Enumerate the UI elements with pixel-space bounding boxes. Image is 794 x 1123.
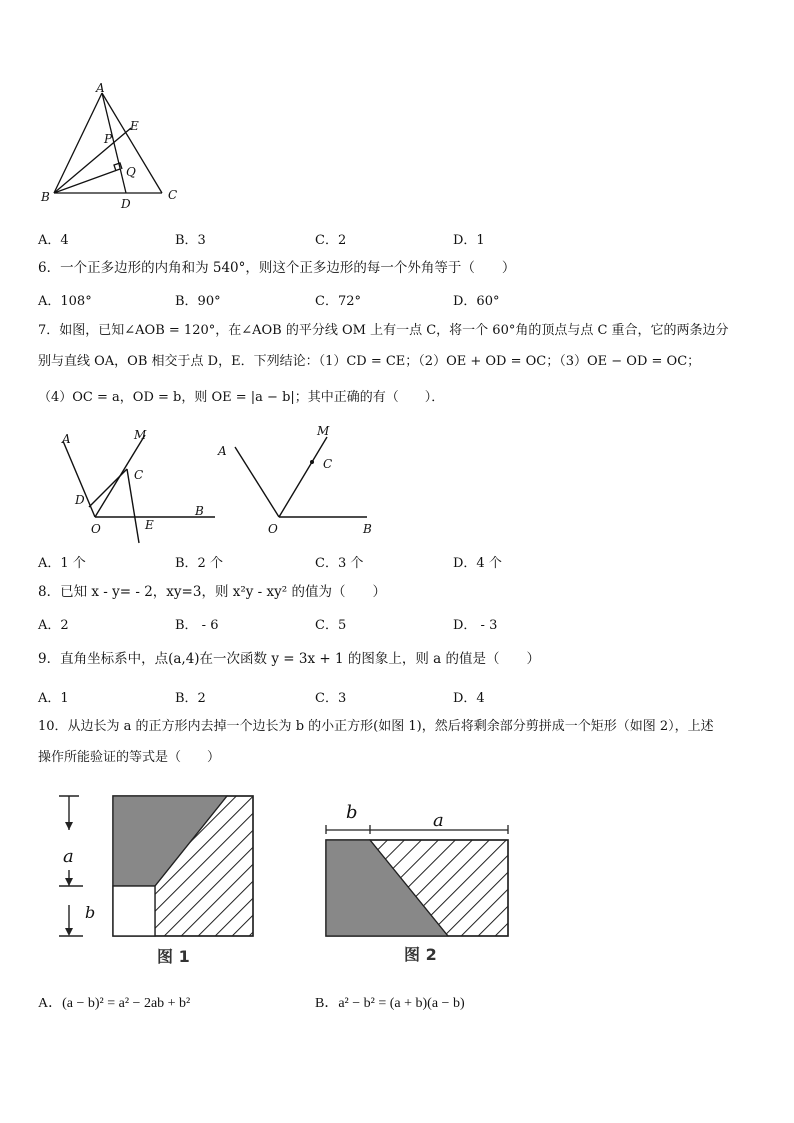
- point-c: [310, 460, 314, 464]
- label-A: A: [218, 444, 227, 458]
- label-O: O: [268, 522, 278, 536]
- label-C: C: [168, 188, 178, 202]
- label-M: M: [317, 424, 330, 438]
- q7-option-a[interactable]: A．1 个: [38, 556, 86, 571]
- q10-question-line1: 10．从边长为 a 的正方形内去掉一个边长为 b 的小正方形(如图 1)，然后将剩余部分剪拼成一个矩形（如图 2），上述: [38, 719, 714, 734]
- q7-option-c[interactable]: C．3 个: [315, 556, 364, 571]
- q8-option-a[interactable]: A．2: [38, 618, 69, 633]
- q8-option-b[interactable]: B． - 6: [175, 618, 219, 633]
- segment-cd: [89, 469, 127, 507]
- q9-option-a[interactable]: A．1: [38, 691, 69, 706]
- q9-option-d[interactable]: D．4: [453, 691, 485, 706]
- label-B: B: [195, 504, 204, 518]
- q8-option-c[interactable]: C．5: [315, 618, 347, 633]
- label-A: A: [62, 432, 71, 446]
- q5-triangle-figure: [38, 81, 178, 211]
- q7-question-line2: 别与直线 OA，OB 相交于点 D，E．下列结论：（1）CD = CE；（2）OE + OD = OC；（3）OE − OD = OC；: [38, 354, 701, 369]
- label-B: B: [41, 190, 50, 204]
- q7-question-line1: 7．如图，已知∠AOB = 120°，在∠AOB 的平分线 OM 上有一点 C，将一个 60°角的顶点与点 C 重合，它的两条边分: [38, 323, 729, 338]
- label-b: b: [346, 802, 358, 823]
- label-M: M: [134, 428, 147, 442]
- label-a: a: [433, 810, 444, 831]
- q5-option-c[interactable]: C．2: [315, 233, 347, 248]
- q10-figure-1: [55, 790, 265, 970]
- q9-question: 9．直角坐标系中，点(a,4)在一次函数 y = 3x + 1 的图象上，则 a 的值是（ ）: [38, 651, 540, 667]
- q9-option-c[interactable]: C．3: [315, 691, 347, 706]
- q5-option-a[interactable]: A．4: [38, 233, 69, 248]
- q7-option-b[interactable]: B．2 个: [175, 556, 223, 571]
- q5-option-d[interactable]: D．1: [453, 233, 485, 248]
- q7-figure-1: [55, 425, 220, 545]
- label-D: D: [121, 197, 131, 211]
- q7-question-line3: （4）OC = a，OD = b，则 OE = |a − b|；其中正确的有（ ）．: [38, 390, 445, 405]
- q10-question-line2: 操作所能验证的等式是（ ）: [38, 750, 221, 765]
- q7-option-d[interactable]: D．4 个: [453, 556, 502, 571]
- label-O: O: [91, 522, 101, 536]
- label-a: a: [63, 846, 74, 867]
- q8-option-d[interactable]: D． - 3: [453, 618, 498, 633]
- q6-option-c[interactable]: C．72°: [315, 294, 361, 309]
- ray-oa: [235, 447, 279, 517]
- label-Q: Q: [126, 165, 136, 179]
- label-A: A: [96, 81, 105, 95]
- label-b: b: [85, 903, 96, 922]
- q10-option-a[interactable]: A．(a − b)² = a² − 2ab + b²: [38, 996, 191, 1011]
- segment-be: [54, 128, 131, 193]
- label-C: C: [323, 457, 333, 471]
- q10-option-b[interactable]: B．a² − b² = (a + b)(a − b): [315, 996, 465, 1011]
- q6-option-b[interactable]: B．90°: [175, 294, 221, 309]
- q6-option-a[interactable]: A．108°: [38, 294, 92, 309]
- removed-small-square: [113, 886, 155, 936]
- q7-figure-2: [215, 425, 385, 540]
- label-C: C: [134, 468, 144, 482]
- caption-figure-1: 图 1: [157, 947, 190, 966]
- caption-figure-2: 图 2: [404, 945, 437, 964]
- q10-figure-2: [318, 790, 518, 970]
- label-B: B: [363, 522, 372, 536]
- ray-om: [279, 437, 327, 517]
- label-E: E: [145, 518, 154, 532]
- label-P: P: [104, 132, 113, 146]
- q8-question: 8．已知 x - y= - 2，xy=3，则 x²y - xy² 的值为（ ）: [38, 584, 386, 600]
- q6-option-d[interactable]: D．60°: [453, 294, 500, 309]
- q9-option-b[interactable]: B．2: [175, 691, 206, 706]
- label-E: E: [130, 119, 139, 133]
- q5-option-b[interactable]: B．3: [175, 233, 206, 248]
- q6-question: 6．一个正多边形的内角和为 540°，则这个正多边形的每一个外角等于（ ）: [38, 260, 516, 276]
- label-D: D: [75, 493, 85, 507]
